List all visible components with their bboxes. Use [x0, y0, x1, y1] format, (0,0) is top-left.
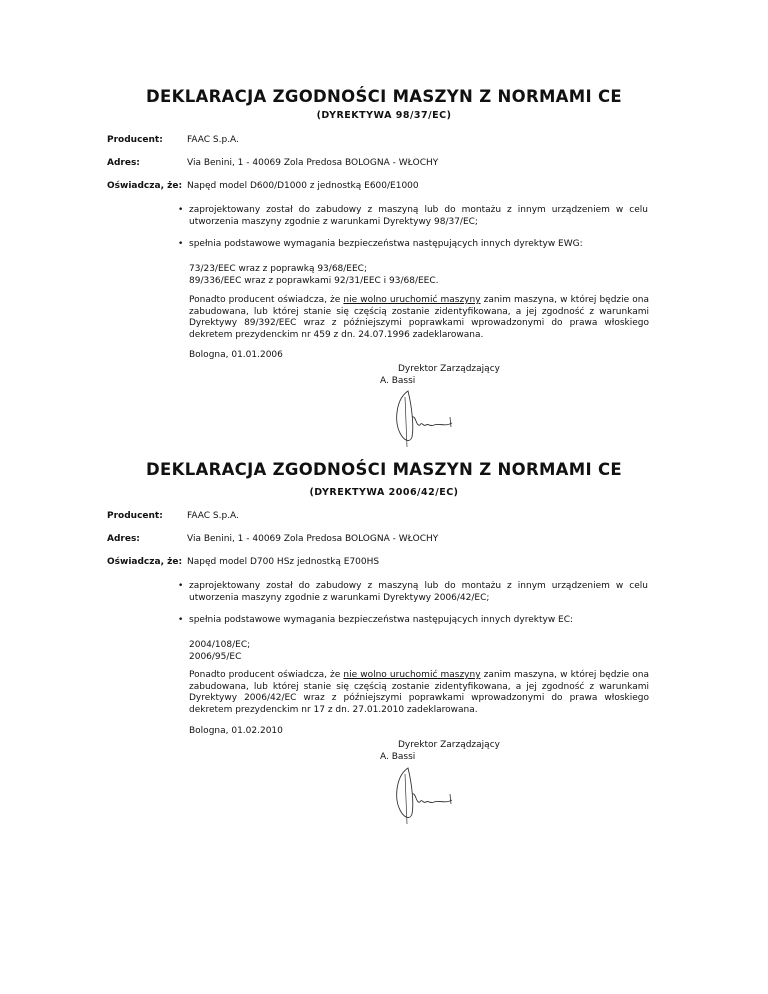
directive-subtitle: (DYREKTYWA 98/37/EC) — [316, 110, 452, 121]
declares-label: Oświadcza, że: — [107, 557, 183, 567]
directive-line: 89/336/EEC wraz z poprawkami 92/31/EEC i 93/68/EEC. — [189, 275, 439, 286]
bullet-item — [178, 239, 648, 251]
producer-value: FAAC S.p.A. — [187, 511, 239, 521]
signatory-name: A. Bassi — [380, 376, 416, 386]
declaration-paragraph — [189, 295, 649, 341]
bullet-text: zaprojektowany został do zabudowy z maszyną lub do montażu z innym urządzeniem w celu utworzenia maszyny zgodnie z warunkami Dyrektywy 2006/42/EC; — [189, 581, 648, 603]
directives-list — [189, 640, 649, 663]
bullet-text: spełnia podstawowe wymagania bezpieczeństwa następujących innych dyrektyw EC: — [189, 615, 574, 625]
address-value: Via Benini, 1 - 40069 Zola Predosa BOLOGNA - WŁOCHY — [187, 158, 439, 168]
address-label: Adres: — [107, 158, 140, 168]
producer-value: FAAC S.p.A. — [187, 135, 239, 145]
declares-label: Oświadcza, że: — [107, 181, 183, 191]
declares-value: Napęd model D700 HSz jednostką E700HS — [187, 557, 380, 567]
directives-list — [189, 264, 649, 287]
signature-image — [390, 764, 460, 826]
producer-label: Producent: — [107, 511, 163, 521]
place-date: Bologna, 01.01.2006 — [189, 350, 283, 360]
paragraph-suffix: zanim maszyna, w której będzie ona zabudowana, lub której stanie się częścią zostanie zidentyfikowana, a jej zgodność z warunkami Dyrektywy 2006/42/EC wraz z późniejszymi poprawkami wprowadzonymi do prawa włoskiego dekretem prezydenckim nr 17 z dn. 27.01.2010 zadeklarowana. — [189, 670, 650, 715]
paragraph-underlined: nie wolno uruchomić maszyny — [343, 295, 481, 305]
place-date: Bologna, 01.02.2010 — [189, 726, 283, 736]
bullet-dot: • — [178, 615, 184, 625]
declaration-title: DEKLARACJA ZGODNOŚCI MASZYN Z NORMAMI CE — [146, 87, 622, 106]
bullet-dot: • — [178, 205, 184, 215]
bullet-text: spełnia podstawowe wymagania bezpieczeństwa następujących innych dyrektyw EWG: — [189, 239, 583, 249]
directive-line: 2004/108/EC; — [189, 640, 251, 650]
bullet-dot: • — [178, 239, 184, 249]
paragraph-underlined: nie wolno uruchomić maszyny — [343, 670, 481, 680]
bullet-item — [178, 615, 648, 627]
producer-label: Producent: — [107, 135, 163, 145]
bullet-item — [178, 581, 648, 604]
declaration-paragraph — [189, 670, 649, 716]
paragraph-prefix: Ponadto producent oświadcza, że — [189, 295, 344, 305]
declaration-title: DEKLARACJA ZGODNOŚCI MASZYN Z NORMAMI CE — [146, 460, 622, 479]
signature-image — [390, 387, 460, 449]
address-label: Adres: — [107, 534, 140, 544]
signatory-role: Dyrektor Zarządzający — [398, 740, 500, 750]
signatory-role: Dyrektor Zarządzający — [398, 364, 500, 374]
directive-subtitle: (DYREKTYWA 2006/42/EC) — [309, 487, 459, 498]
address-value: Via Benini, 1 - 40069 Zola Predosa BOLOGNA - WŁOCHY — [187, 534, 439, 544]
directive-line: 73/23/EEC wraz z poprawką 93/68/EEC; — [189, 264, 367, 274]
paragraph-prefix: Ponadto producent oświadcza, że — [189, 670, 344, 680]
directive-line: 2006/95/EC — [189, 651, 242, 662]
bullet-dot: • — [178, 581, 184, 591]
bullet-text: zaprojektowany został do zabudowy z maszyną lub do montażu z innym urządzeniem w celu utworzenia maszyny zgodnie z warunkami Dyrektywy 98/37/EC; — [189, 205, 648, 227]
declares-value: Napęd model D600/D1000 z jednostką E600/E1000 — [187, 181, 419, 191]
signatory-name: A. Bassi — [380, 752, 416, 762]
paragraph-suffix: zanim maszyna, w której będzie ona zabudowana, lub której stanie się częścią zostanie zidentyfikowana, a jej zgodność z warunkami Dyrektywy 89/392/EEC wraz z późniejszymi poprawkami wprowadzonymi do prawa włoskiego dekretem prezydenckim nr 459 z dn. 24.07.1996 zadeklarowana. — [189, 295, 650, 340]
bullet-item — [178, 205, 648, 228]
